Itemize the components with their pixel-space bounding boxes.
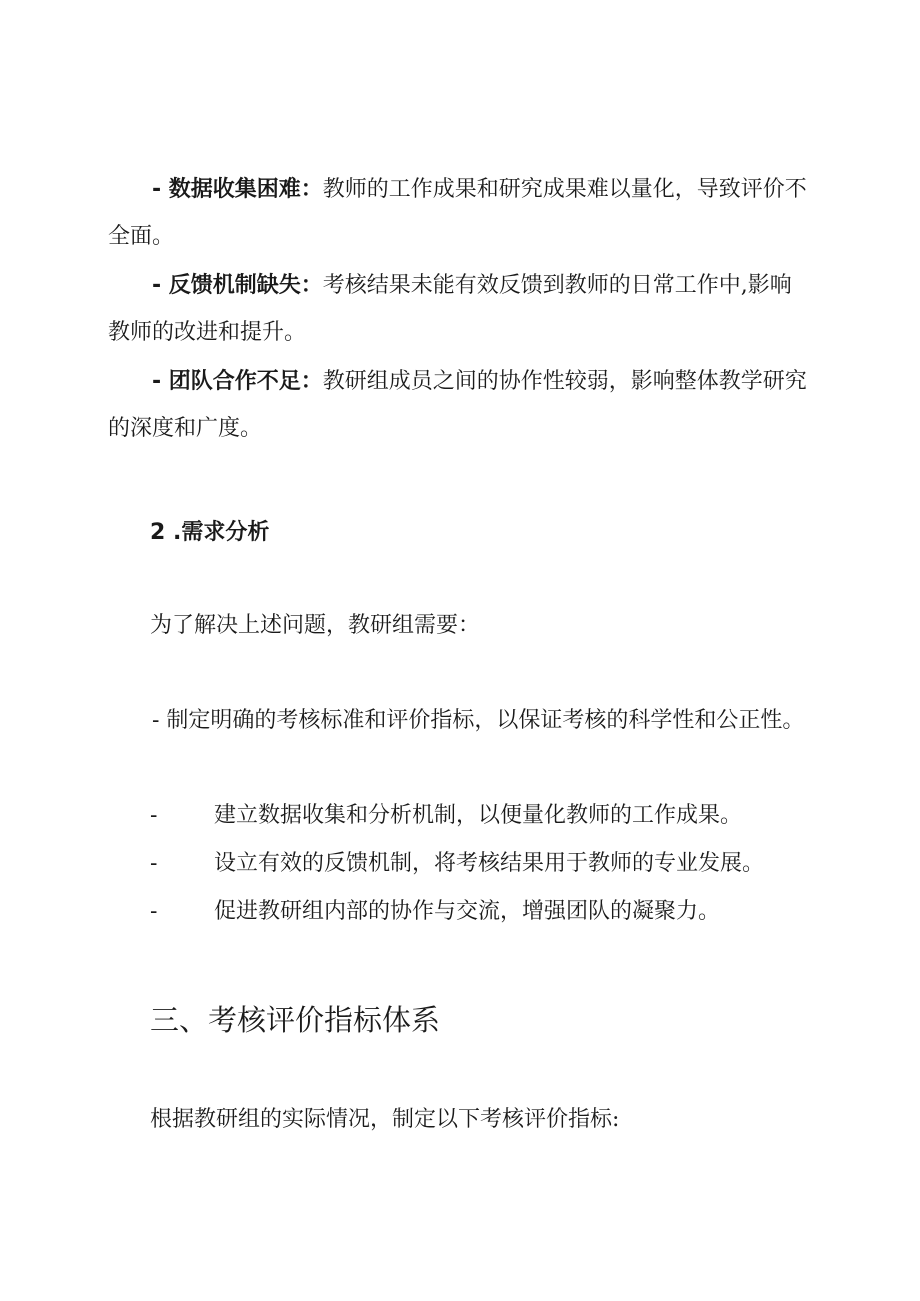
needs-intro: 为了解决上述问题，教研组需要：	[150, 613, 481, 638]
needs-item-collaboration	[150, 897, 810, 927]
problem-item-teamwork	[108, 358, 808, 452]
problem-text: 教师的工作成果和研究成果难以量化，导致评价不全面。	[108, 177, 807, 249]
section-intro: 根据教研组的实际情况，制定以下考核评价指标:	[150, 1107, 620, 1132]
section-title: 三、考核评价指标体系	[150, 1003, 441, 1037]
problem-lead: - 数据收集困难：	[152, 177, 323, 202]
problem-item-data-collection	[108, 166, 808, 260]
list-dash: -	[150, 803, 158, 828]
list-item-text: 促进教研组内部的协作与交流，增强团队的凝聚力。	[214, 899, 721, 924]
list-dash: -	[150, 851, 158, 876]
list-item-text: 建立数据收集和分析机制，以便量化教师的工作成果。	[214, 803, 743, 828]
problem-lead: - 反馈机制缺失：	[152, 273, 323, 298]
needs-analysis-heading: 2 .需求分析	[150, 520, 270, 545]
needs-item-standards: - 制定明确的考核标准和评价指标，以保证考核的科学性和公正性。	[152, 708, 805, 733]
needs-item-feedback-mechanism	[150, 849, 810, 879]
problem-lead: - 团队合作不足：	[152, 369, 323, 394]
needs-item-data-mechanism	[150, 801, 810, 831]
problem-text: 教研组成员之间的协作性较弱，影响整体教学研究的深度和广度。	[108, 369, 807, 441]
list-dash: -	[150, 899, 158, 924]
list-item-text: 设立有效的反馈机制，将考核结果用于教师的专业发展。	[214, 851, 765, 876]
problem-text: 考核结果未能有效反馈到教师的日常工作中,影响教师的改进和提升。	[108, 273, 792, 345]
problem-item-feedback	[108, 262, 808, 356]
